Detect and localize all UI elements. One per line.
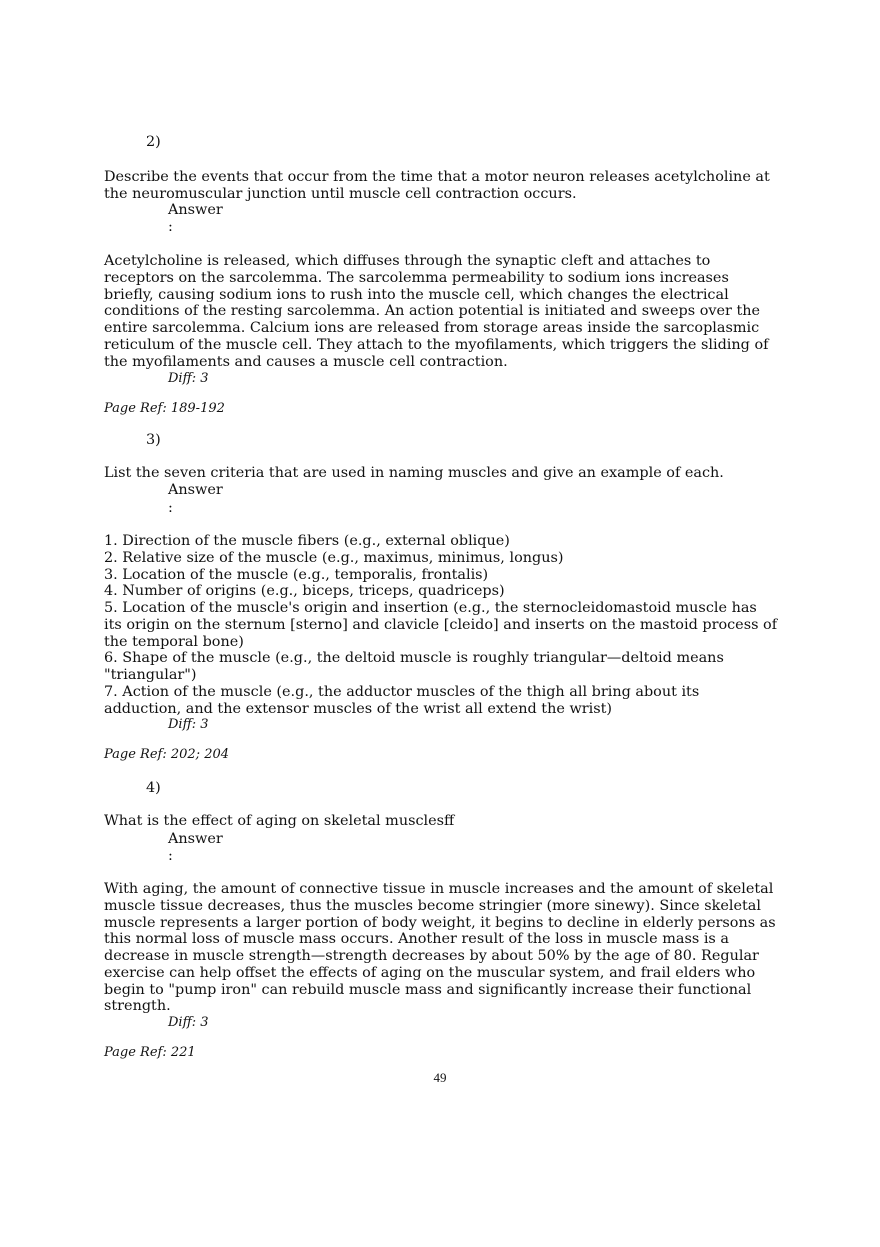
text-line: this normal loss of muscle mass occurs. Another result of the loss in muscle mass is a (104, 931, 729, 948)
text-line: the neuromuscular junction until muscle cell contraction occurs. (104, 185, 577, 202)
answer-colon: : (168, 500, 173, 516)
text-line: muscle tissue decreases, thus the muscles become stringier (more sinewy). Since skeletal (104, 897, 761, 914)
question-number: 2) (146, 134, 161, 150)
text-line: List the seven criteria that are used in naming muscles and give an example of each. (104, 465, 724, 481)
page-reference: Page Ref: 221 (104, 1045, 196, 1060)
answer-label: Answer (168, 202, 223, 218)
answer-label: Answer (168, 482, 223, 498)
answer-colon: : (168, 848, 173, 864)
question-text (104, 169, 770, 203)
text-line: reticulum of the muscle cell. They attach to the myofilaments, which triggers the sliding of (104, 336, 769, 353)
text-line: begin to "pump iron" can rebuild muscle mass and significantly increase their functional (104, 981, 752, 998)
text-line: 7. Action of the muscle (e.g., the adductor muscles of the thigh all bring about its (104, 683, 700, 700)
text-line: With aging, the amount of connective tissue in muscle increases and the amount of skeletal (104, 881, 774, 897)
difficulty-label: Diff: 3 (168, 371, 209, 386)
text-line: Acetylcholine is released, which diffuses through the synaptic cleft and attaches to (104, 253, 711, 269)
text-line: 1. Direction of the muscle fibers (e.g., external oblique) (104, 533, 510, 549)
text-line: 4. Number of origins (e.g., biceps, triceps, quadriceps) (104, 583, 505, 600)
text-line: 2. Relative size of the muscle (e.g., maximus, minimus, longus) (104, 549, 564, 566)
page-reference: Page Ref: 202; 204 (104, 747, 230, 762)
text-line: the myofilaments and causes a muscle cell contraction. (104, 353, 508, 370)
text-line: strength. (104, 998, 171, 1015)
answer-text (104, 881, 776, 1015)
answer-label: Answer (168, 831, 223, 847)
text-line: conditions of the resting sarcolemma. An action potential is initiated and sweeps over the (104, 303, 761, 320)
text-line: receptors on the sarcolemma. The sarcolemma permeability to sodium ions increases (104, 269, 729, 286)
difficulty-label: Diff: 3 (168, 717, 209, 732)
page-number: 49 (433, 1070, 447, 1085)
question-number: 3) (146, 432, 161, 448)
text-line: the temporal bone) (104, 633, 244, 650)
text-line: 5. Location of the muscle's origin and insertion (e.g., the sternocleidomastoid muscle has (104, 600, 757, 616)
text-line: entire sarcolemma. Calcium ions are released from storage areas inside the sarcoplasmic (104, 320, 760, 336)
text-line: exercise can help offset the effects of aging on the muscular system, and frail elders who (104, 964, 756, 981)
text-line: 3. Location of the muscle (e.g., temporalis, frontalis) (104, 566, 489, 583)
text-line: decrease in muscle strength—strength decreases by about 50% by the age of 80. Regular (104, 948, 759, 964)
question-text (104, 813, 454, 830)
answer-text (104, 253, 768, 370)
text-line: briefly, causing sodium ions to rush into the muscle cell, which changes the electrical (104, 286, 729, 303)
text-line: Describe the events that occur from the time that a motor neuron releases acetylcholine at (104, 169, 770, 185)
page-reference: Page Ref: 189-192 (104, 401, 225, 416)
difficulty-label: Diff: 3 (168, 1015, 209, 1030)
text-line: adduction, and the extensor muscles of the wrist all extend the wrist) (104, 700, 613, 717)
answer-text (104, 533, 777, 717)
text-line: "triangular") (104, 667, 197, 683)
text-line: its origin on the sternum [sterno] and clavicle [cleido] and inserts on the mastoid process of (104, 616, 778, 633)
question-number: 4) (146, 780, 161, 796)
question-text (104, 465, 724, 482)
answer-colon: : (168, 219, 173, 235)
text-line: 6. Shape of the muscle (e.g., the deltoid muscle is roughly triangular—deltoid means (104, 650, 724, 667)
text-line: muscle represents a larger portion of body weight, it begins to decline in elderly persons as (104, 914, 776, 931)
text-line: What is the effect of aging on skeletal musclesff (104, 813, 455, 829)
